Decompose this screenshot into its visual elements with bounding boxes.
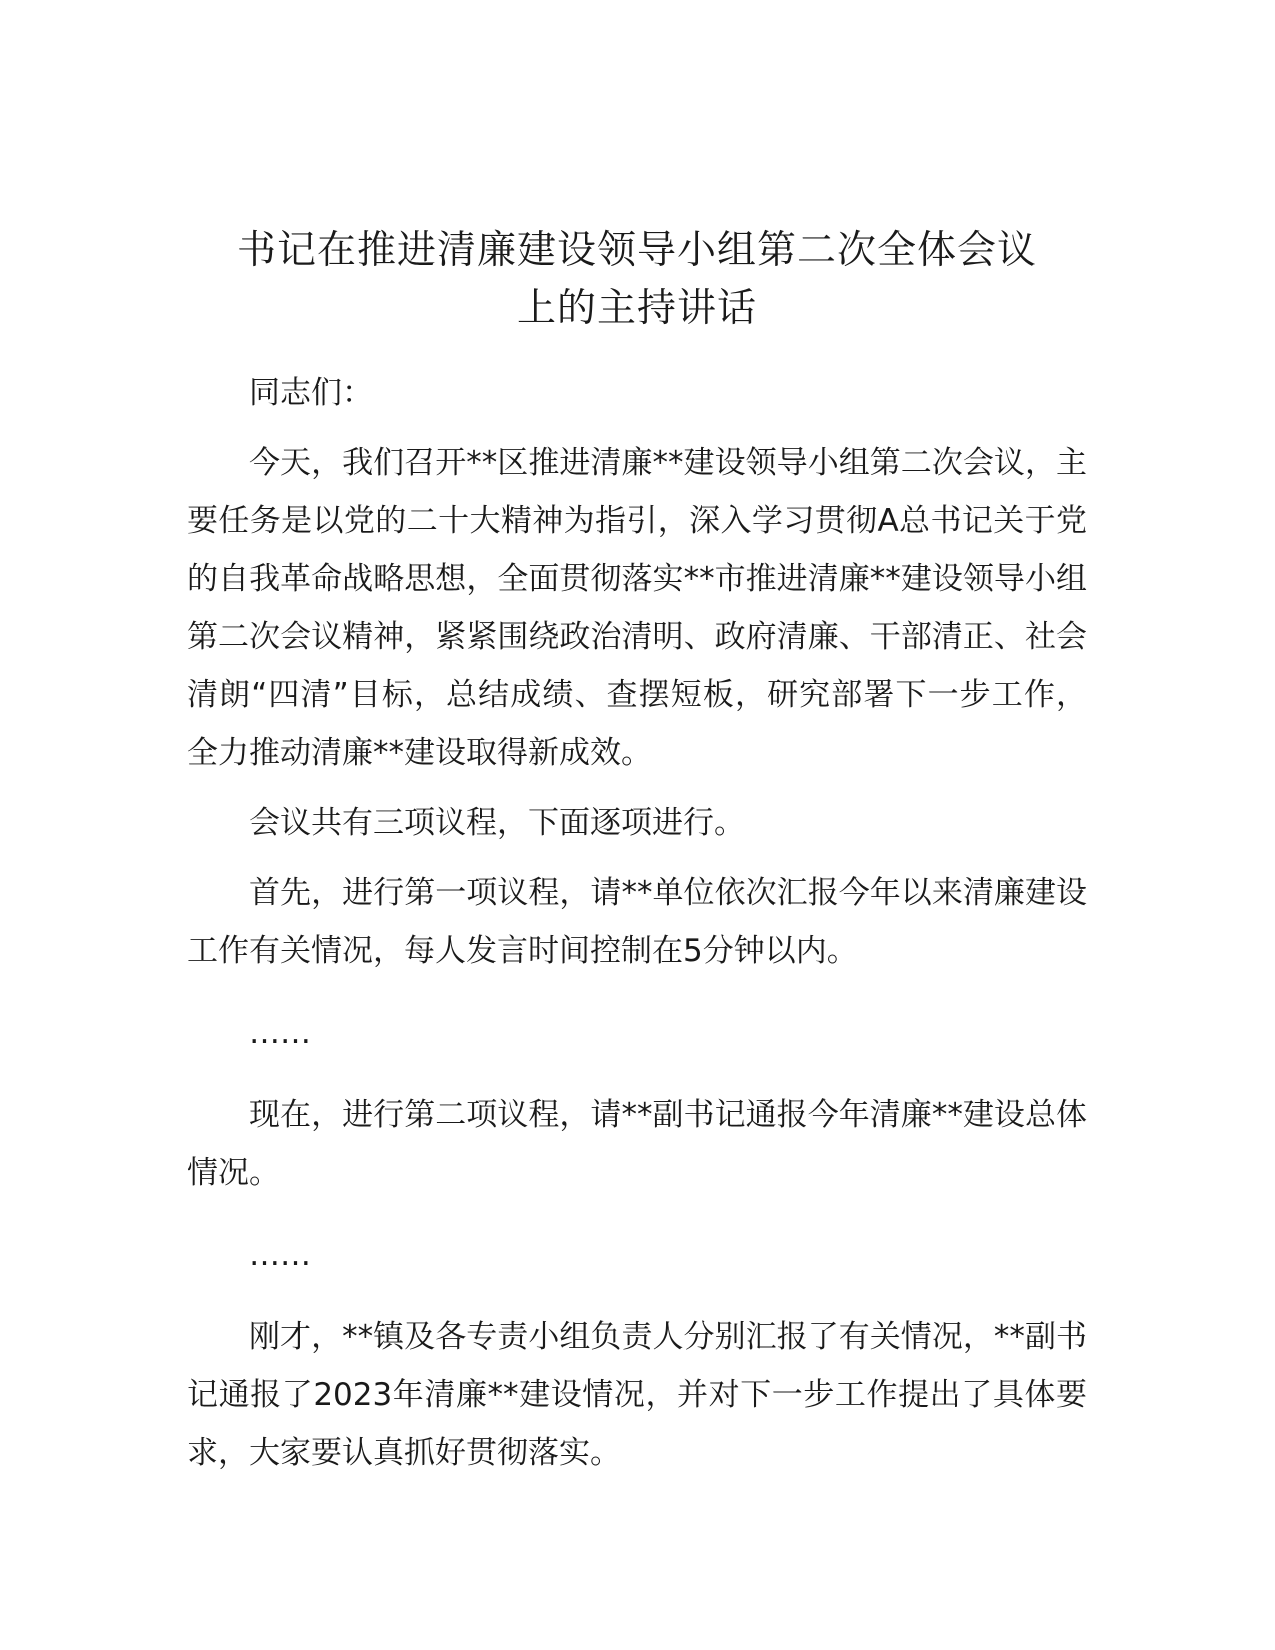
paragraph-opening: 今天，我们召开**区推进清廉**建设领导小组第二次会议，主要任务是以党的二十大精神为指引，深入学习贯彻A总书记关于党的自我革命战略思想，全面贯彻落实**市推进清廉**建设领导小组第二次会议精神，紧紧围绕政治清明、政府清廉、干部清正、社会清朗“四清”目标，总结成绩、查摆短板，研究部署下一步工作，全力推动清廉**建设取得新成效。 xyxy=(187,445,1087,771)
ellipsis-1: …… xyxy=(249,1015,311,1051)
document-body xyxy=(187,364,1087,1482)
paragraph-item-two: 现在，进行第二项议程，请**副书记通报今年清廉**建设总体情况。 xyxy=(187,1097,1087,1191)
document-title xyxy=(187,222,1087,338)
title-line-1: 书记在推进清廉建设领导小组第二次全体会议 xyxy=(236,228,1037,273)
paragraph-item-one: 首先，进行第一项议程，请**单位依次汇报今年以来清廉建设工作有关情况，每人发言时间控制在5分钟以内。 xyxy=(187,875,1087,969)
salutation: 同志们： xyxy=(249,375,373,411)
ellipsis-2: …… xyxy=(249,1237,311,1273)
paragraph-summary: 刚才，**镇及各专责小组负责人分别汇报了有关情况，**副书记通报了2023年清廉**建设情况，并对下一步工作提出了具体要求，大家要认真抓好贯彻落实。 xyxy=(187,1319,1087,1471)
title-line-2: 上的主持讲话 xyxy=(516,286,757,331)
document-page xyxy=(187,222,1087,1482)
paragraph-agenda: 会议共有三项议程，下面逐项进行。 xyxy=(249,805,745,841)
